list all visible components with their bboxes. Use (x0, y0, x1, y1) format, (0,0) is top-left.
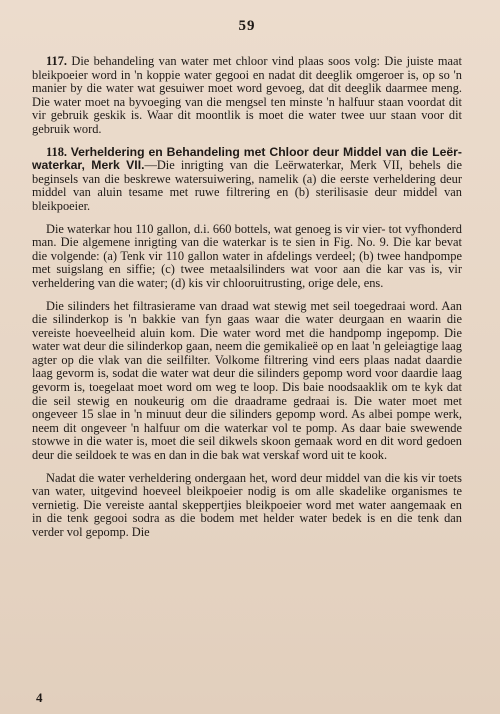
section-117-body: Die behandeling van water met chloor vind plaas soos volg: Die juiste maat bleikpoeier word in 'n koppie water gegooi en nadat dit deeglik omgeroer is, op so 'n manier by die water wat gesuiwer moet word gevoeg, dat dit deeglik daarmee meng. Die water moet na byvoeging van die mengsel ten minste 'n halfuur staan voordat dit vir gebruik geskik is. Waar dit moontlik is moet die water twee uur staan voor dit gebruik word. (32, 54, 462, 136)
paragraph-silinders (32, 300, 462, 463)
section-118-paragraph (32, 146, 462, 214)
section-117 (32, 55, 462, 137)
section-118-title: Verheldering en Behandeling met Chloor deur Middel van die Leër-waterkar, Merk VII. (32, 144, 462, 173)
paragraph-text: Nadat die water verheldering ondergaan het, word deur middel van die kis vir toets van water, uitgevind hoeveel bleikpoeier nodig is om alle skadelike organismes te vernietig. Die vereiste aantal skeppertjies bleikpoeier word met water aangemaak en in die tenk gegooi sodra as die bodem met helder water bedek is en die tenk dan verder vol gepomp. Die (32, 470, 462, 539)
paragraph-text: Die silinders het filtrasierame van draad wat stewig met seil toegedraai word. Aan die silinderkop is 'n bakkie van fyn gaas waar die water deurgaan en waarin die vereiste hoeveelheid aluin kom. Die water word met die handpomp ingepomp. Die water wat deur die silinderkop gaan, neem die gemikalieë op en laat 'n geleiagtige laag agter op die vlak van die seilfilter. Volkome filtrering vind eers plaas nadat daardie laag gevorm is, sodat die water wat deur die silinders gepomp word voor daardie laag gevorm is, toegelaat moet word om weg te loop. Dis baie noodsaaklik om te kyk dat die seil stewig en noukeurig om die draadrame gedraai is. Die water moet met ongeveer 15 slae in 'n minuut deur die silinders gepomp word. As albei pompe werk, neem dit ongeveer 'n halfuur om die waterkar vol te pomp. As daar baie swewende stowwe in die water is, moet die seil dikwels skoon gemaak word en dit word gedoen deur die seildoek te was en dan in die bak wat verskaf word uit te kook. (32, 298, 462, 463)
section-118-number: 118. (46, 144, 67, 159)
section-117-paragraph (32, 55, 462, 137)
page-number: 59 (238, 18, 256, 34)
section-118 (32, 146, 462, 214)
section-118-body: —Die inrigting van die Leërwaterkar, Merk VII, behels die beginsels van die beskrewe watersuiwering, namelik (a) die eerste verheldering deur middel van aluin tesame met ruwe filtrering en (b) sterilisasie deur middel van bleikpoeier. (32, 158, 462, 213)
paragraph-bleikpoeier (32, 472, 462, 540)
section-117-number: 117. (46, 54, 67, 68)
paragraph-waterkar (32, 223, 462, 291)
paragraph-text: Die waterkar hou 110 gallon, d.i. 660 bottels, wat genoeg is vir vier- tot vyfhonderd man. Die algemene inrigting van die waterkar is te sien in Fig. No. 9. Die kar bevat die volgende: (a) Tenk vir 110 gallon water in afdelings verdeel; (b) twee handpompe met suigslang en siffie; (c) twee metaalsilinders wat voor aan die kar vas is, vir verheldering van die water; (d) kis vir chlooruitrusting, orige dele, ens. (32, 221, 462, 290)
signature-mark: 4 (36, 690, 43, 705)
